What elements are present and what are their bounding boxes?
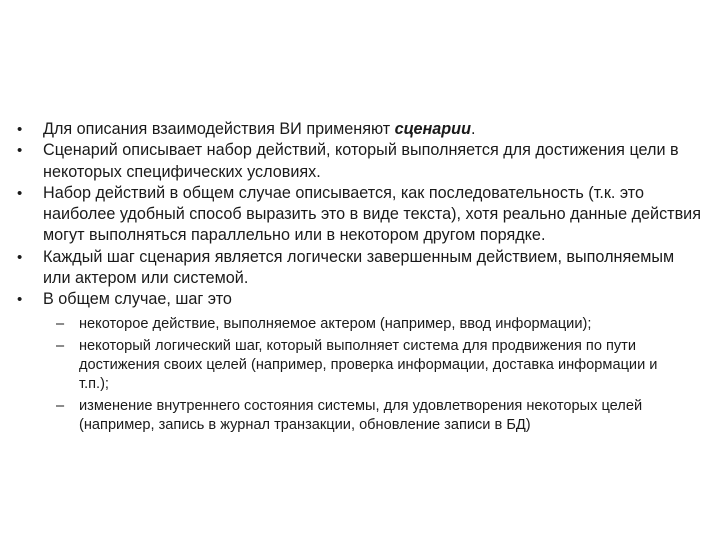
bullet-item (16, 140, 706, 183)
sub-bullet-text: изменение внутреннего состояния системы, для удовлетворения некоторых целей (например, запись в журнал транзакции, обновление записи в БД) (79, 397, 643, 433)
bullet-text: Набор действий в общем случае описывается, как последовательность (т.к. это наиболее удобный способ выразить это в виде текста), хотя реально данные действия могут выполняться параллельно или в некотором другом порядке. (43, 183, 701, 245)
bullet-text: Для описания взаимодействия ВИ применяют (43, 120, 395, 138)
sub-bullet-text: некоторое действие, выполняемое актером (например, ввод информации); (79, 315, 592, 332)
bullet-marker: • (17, 248, 23, 266)
sub-bullet-item (47, 315, 683, 334)
dash-marker: – (56, 397, 65, 414)
bullet-item (16, 183, 706, 247)
bullet-marker: • (17, 291, 23, 309)
bullet-item (16, 119, 706, 140)
sub-bullet-item (47, 337, 683, 394)
dash-marker: – (56, 315, 65, 332)
sub-bullet-list (43, 315, 683, 435)
bullet-text: Каждый шаг сценария является логически завершенным действием, выполняемым или актером или системой. (43, 247, 675, 288)
sub-bullet-item (47, 397, 683, 435)
bullet-item (16, 247, 706, 290)
bullet-text: Сценарий описывает набор действий, который выполняется для достижения цели в некоторых специфических условиях. (43, 141, 679, 181)
bullet-text-end: . (470, 120, 476, 138)
dash-marker: – (56, 337, 65, 354)
bullet-marker: • (17, 184, 23, 202)
bullet-list (16, 119, 706, 438)
sub-bullet-text: некоторый логический шаг, который выполняет система для продвижения по пути достижения своих целей (например, проверка информации, доставка информации и т.п.); (79, 337, 658, 392)
bullet-item (16, 289, 706, 434)
bullet-marker: • (17, 121, 23, 138)
bullet-marker: • (17, 142, 23, 160)
emphasized-term: сценарии (394, 120, 471, 138)
bullet-text: В общем случае, шаг это (43, 290, 232, 309)
